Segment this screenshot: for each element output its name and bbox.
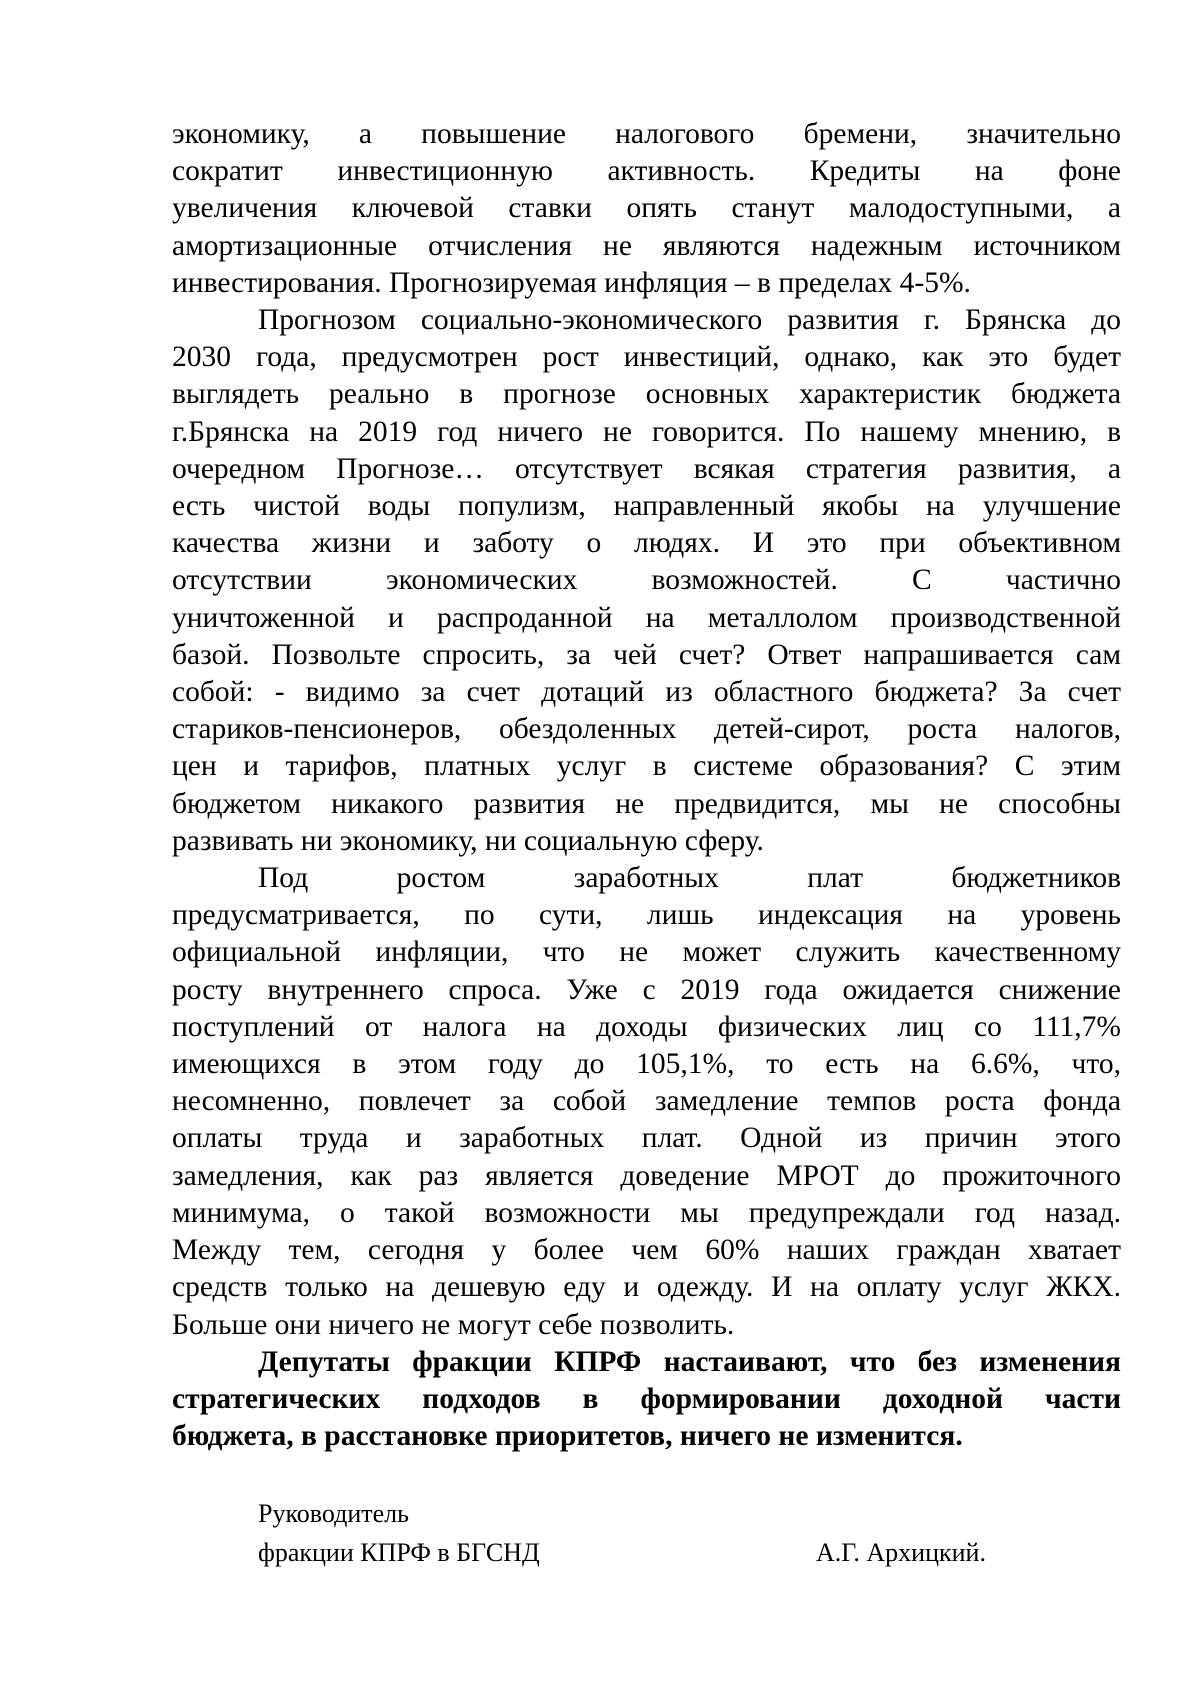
signature-block (258, 1494, 1121, 1572)
text-line: Прогнозом социально-экономического развития г. Брянска до (258, 304, 1121, 337)
text-line: выглядеть реально в прогнозе основных характеристик бюджета (172, 378, 1121, 411)
signature-name: А.Г. Архицкий. (816, 1538, 986, 1567)
text-line: Между тем, сегодня у более чем 60% наших граждан хватает (172, 1234, 1121, 1267)
text-line: развивать ни экономику, ни социальную сферу. (172, 824, 764, 857)
text-line: средств только на дешевую еду и одежду. И на оплату услуг ЖКХ. (172, 1271, 1121, 1304)
signature-title-line: Руководитель (258, 1499, 409, 1528)
document-body (172, 116, 1121, 1455)
text-line: несомненно, повлечет за собой замедление темпов роста фонда (172, 1085, 1121, 1118)
paragraph-development-forecast (172, 302, 1121, 860)
text-line: замедления, как раз является доведение МРОТ до прожиточного (172, 1159, 1121, 1192)
text-line: минимума, о такой возможности мы предупреждали год назад. (172, 1196, 1121, 1229)
text-line: увеличения ключевой ставки опять станут малодоступными, а (172, 192, 1121, 225)
text-line: экономику, а повышение налогового бремени, значительно (172, 118, 1121, 150)
text-line: поступлений от налога на доходы физических лиц со 111,7% (172, 1010, 1121, 1043)
text-line: Депутаты фракции КПРФ настаивают, что без изменения (258, 1345, 1121, 1378)
text-line: собой: - видимо за счет дотаций из областного бюджета? За счет (172, 676, 1121, 709)
paragraph-conclusion (172, 1344, 1121, 1456)
text-line: бюджетом никакого развития не предвидится, мы не способны (172, 787, 1121, 820)
text-line: Больше они ничего не могут себе позволить. (172, 1308, 735, 1341)
text-line: есть чистой воды популизм, направленный якобы на улучшение (172, 490, 1121, 523)
text-line: отсутствии экономических возможностей. С частично (172, 564, 1121, 597)
text-line: 2030 года, предусмотрен рост инвестиций, однако, как это будет (172, 341, 1121, 374)
text-line: стратегических подходов в формировании доходной части (172, 1382, 1121, 1415)
paragraph-wages (172, 860, 1121, 1344)
text-line: росту внутреннего спроса. Уже с 2019 года ожидается снижение (172, 973, 1121, 1006)
text-line: амортизационные отчисления не являются надежным источником (172, 229, 1121, 262)
text-line: базой. Позвольте спросить, за чей счет? Ответ напрашивается сам (172, 638, 1121, 671)
text-line: сократит инвестиционную активность. Кредиты на фоне (172, 155, 1121, 188)
text-line: г.Брянска на 2019 год ничего не говорится. По нашему мнению, в (172, 415, 1121, 448)
text-line: инвестирования. Прогнозируемая инфляция – в пределах 4-5%. (172, 266, 971, 299)
text-line: бюджета, в расстановке приоритетов, ничего не изменится. (172, 1420, 963, 1453)
text-line: оплаты труда и заработных плат. Одной из причин этого (172, 1122, 1121, 1155)
text-line: официальной инфляции, что не может служить качественному (172, 936, 1121, 969)
text-line: уничтоженной и распроданной на металлолом производственной (172, 601, 1121, 634)
text-line: предусматривается, по сути, лишь индексация на уровень (172, 899, 1121, 932)
text-line: цен и тарифов, платных услуг в системе образования? С этим (172, 750, 1121, 783)
text-line: очередном Прогнозе… отсутствует всякая стратегия развития, а (172, 452, 1121, 485)
text-line: Под ростом заработных плат бюджетников (258, 862, 1121, 895)
paragraph-tax-burden (172, 116, 1121, 302)
text-line: качества жизни и заботу о людях. И это при объективном (172, 527, 1121, 560)
text-line: имеющихся в этом году до 105,1%, то есть на 6.6%, что, (172, 1048, 1121, 1081)
text-line: стариков-пенсионеров, обездоленных детей-сирот, роста налогов, (172, 713, 1121, 746)
signature-title-line: фракции КПРФ в БГСНД (258, 1538, 540, 1567)
